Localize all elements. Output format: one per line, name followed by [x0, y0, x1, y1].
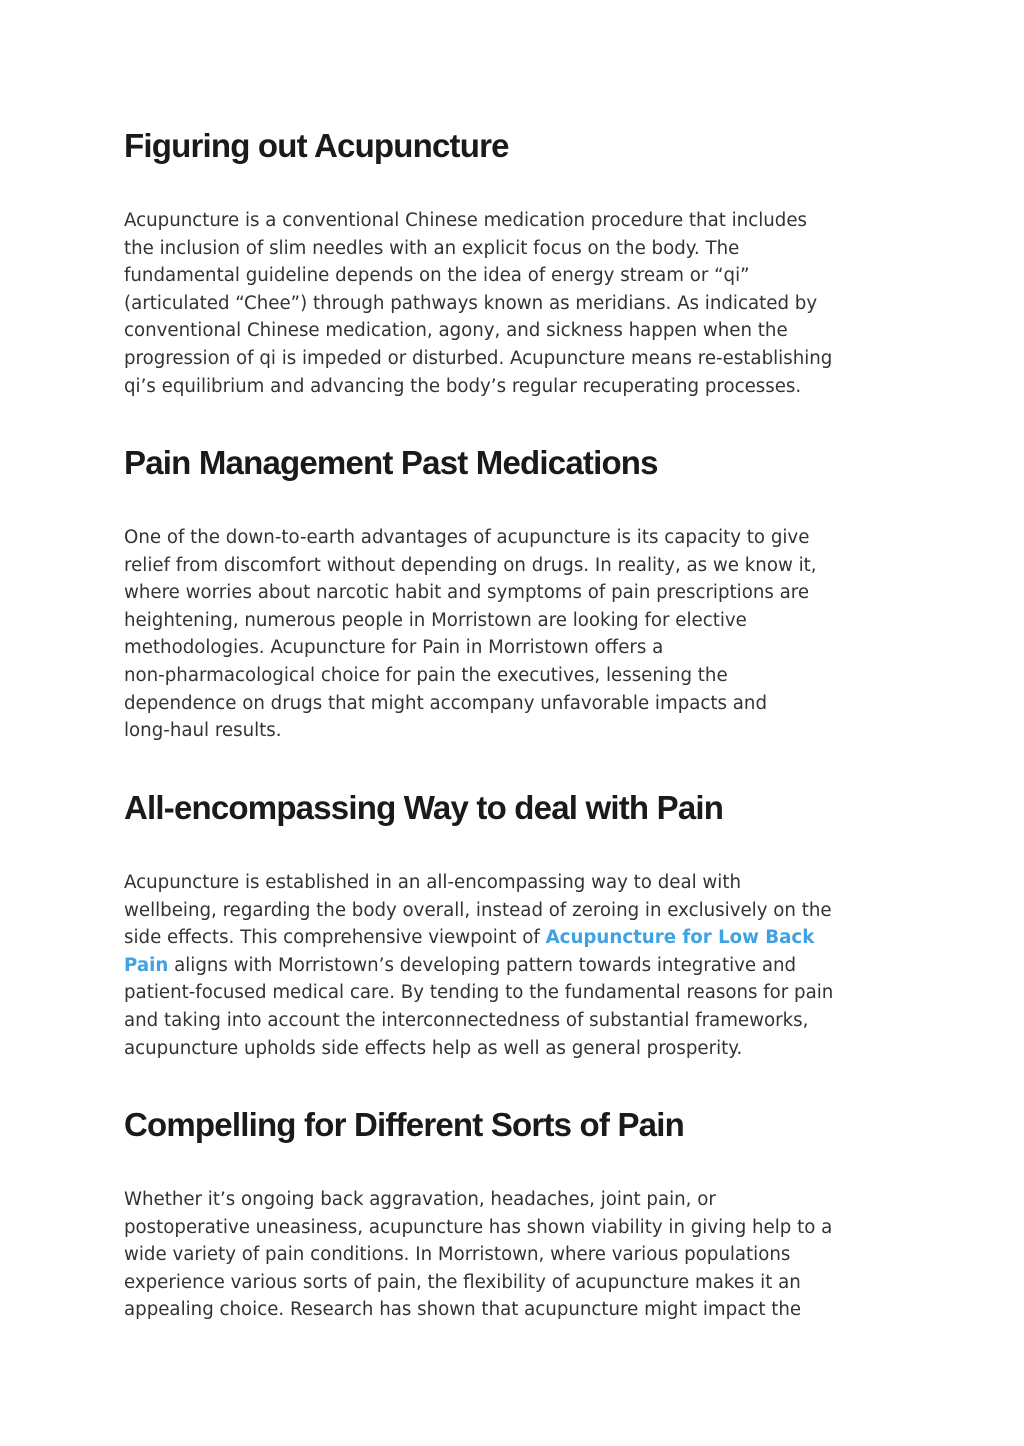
- text-fragment: side effects. This comprehensive viewpoint of: [124, 927, 546, 949]
- text-line: patient-focused medical care. By tending to the fundamental reasons for pain: [124, 982, 834, 1004]
- text-line: relief from discomfort without depending on drugs. In reality, as we know it,: [124, 554, 817, 576]
- text-line: dependence on drugs that might accompany unfavorable impacts and: [124, 692, 767, 714]
- text-line: fundamental guideline depends on the idea of energy stream or “qi”: [124, 265, 750, 287]
- text-line: Acupuncture is a conventional Chinese medication procedure that includes: [124, 210, 807, 231]
- text-line: heightening, numerous people in Morristown are looking for elective: [124, 609, 747, 631]
- section-heading-compelling-pain: Compelling for Different Sorts of Pain: [124, 1106, 684, 1143]
- text-line: and taking into account the interconnectedness of substantial frameworks,: [124, 1009, 809, 1031]
- text-line: [124, 924, 904, 952]
- text-line: wide variety of pain conditions. In Morristown, where various populations: [124, 1244, 791, 1266]
- acupuncture-low-back-pain-link-continued[interactable]: Pain: [124, 954, 169, 976]
- section-heading-all-encompassing: All-encompassing Way to deal with Pain: [124, 789, 724, 826]
- section-paragraph-all-encompassing: [124, 869, 904, 1062]
- acupuncture-low-back-pain-link[interactable]: Acupuncture for Low Back: [545, 927, 815, 949]
- section-heading-figuring-out-acupuncture: Figuring out Acupuncture: [124, 127, 509, 164]
- text-line: where worries about narcotic habit and symptoms of pain prescriptions are: [124, 582, 810, 604]
- text-line: (articulated “Chee”) through pathways known as meridians. As indicated by: [124, 292, 818, 314]
- text-line: wellbeing, regarding the body overall, instead of zeroing in exclusively on the: [124, 899, 832, 921]
- text-line: methodologies. Acupuncture for Pain in Morristown offers a: [124, 637, 664, 659]
- text-line: [124, 952, 904, 980]
- text-line: conventional Chinese medication, agony, and sickness happen when the: [124, 320, 788, 342]
- text-fragment: aligns with Morristown’s developing pattern towards integrative and: [168, 954, 797, 976]
- text-line: Acupuncture is established in an all-encompassing way to deal with: [124, 872, 742, 893]
- section-paragraph-figuring-out-acupuncture: [124, 207, 904, 400]
- text-line: experience various sorts of pain, the flexibility of acupuncture makes it an: [124, 1271, 801, 1293]
- text-line: postoperative uneasiness, acupuncture has shown viability in giving help to a: [124, 1216, 833, 1238]
- section-paragraph-compelling-pain: [124, 1186, 904, 1324]
- text-line: the inclusion of slim needles with an explicit focus on the body. The: [124, 237, 740, 259]
- section-heading-pain-management: Pain Management Past Medications: [124, 444, 658, 481]
- text-line: long-haul results.: [124, 720, 282, 742]
- text-line: qi’s equilibrium and advancing the body’s regular recuperating processes.: [124, 375, 802, 397]
- text-line: progression of qi is impeded or disturbed. Acupuncture means re-establishing: [124, 347, 833, 369]
- text-line: acupuncture upholds side effects help as well as general prosperity.: [124, 1037, 743, 1059]
- text-line: non-pharmacological choice for pain the executives, lessening the: [124, 664, 728, 686]
- text-line: appealing choice. Research has shown that acupuncture might impact the: [124, 1299, 802, 1321]
- text-line: One of the down-to-earth advantages of acupuncture is its capacity to give: [124, 527, 810, 548]
- text-line: Whether it’s ongoing back aggravation, headaches, joint pain, or: [124, 1189, 716, 1210]
- section-paragraph-pain-management: [124, 524, 904, 745]
